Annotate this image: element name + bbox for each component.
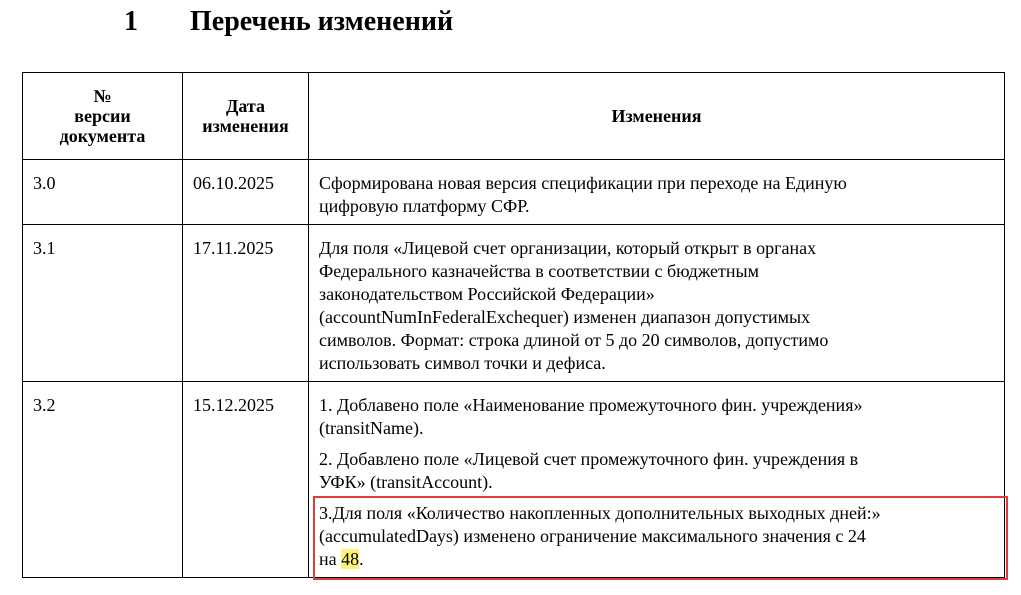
text-line: (accumulatedDays) изменено ограничение максимального значения с 24	[319, 526, 866, 546]
table-header-row	[23, 73, 1005, 160]
header-changes: Изменения	[309, 73, 1005, 160]
changes-table	[22, 72, 1005, 578]
text-line: символов. Формат: строка длиной от 5 до 20 символов, допустимо	[319, 330, 829, 350]
text-line: (transitName).	[319, 418, 424, 438]
version-cell: 3.1	[23, 225, 183, 382]
text-line: 2. Добавлено поле «Лицевой счет промежуточного фин. учреждения в	[319, 449, 859, 469]
table-row	[23, 225, 1005, 382]
changes-cell	[309, 160, 1005, 225]
date-cell: 06.10.2025	[183, 160, 309, 225]
text-line: использовать символ точки и дефиса.	[319, 353, 606, 373]
text-line: 1. Доблавено поле «Наименование промежуточного фин. учреждения»	[319, 395, 863, 415]
highlighted-value: 48	[341, 549, 360, 569]
header-version: № версии документа	[23, 73, 183, 160]
date-cell: 17.11.2025	[183, 225, 309, 382]
section-number: 1	[124, 6, 138, 37]
section-heading	[0, 6, 1021, 46]
section-title: Перечень изменений	[190, 6, 454, 37]
changes-cell	[309, 225, 1005, 382]
table-row	[23, 382, 1005, 578]
text-line: Для поля «Лицевой счет организации, который открыт в органах	[319, 238, 817, 258]
text-line: на 48.	[319, 549, 364, 569]
text-line: УФК» (transitAccount).	[319, 472, 493, 492]
change-item-2	[319, 448, 990, 494]
version-cell: 3.0	[23, 160, 183, 225]
text-line: (accountNumInFederalExchequer) изменен диапазон допустимых	[319, 307, 811, 327]
table-row	[23, 160, 1005, 225]
text-line: 3.Для поля «Количество накопленных дополнительных выходных дней:»	[319, 503, 881, 523]
version-cell: 3.2	[23, 382, 183, 578]
changes-cell	[309, 382, 1005, 578]
change-item-3	[319, 502, 990, 571]
text-line: законодательством Российской Федерации»	[319, 284, 655, 304]
text-line: цифровую платформу СФР.	[319, 196, 530, 216]
text-line: Федерального казначейства в соответствии с бюджетным	[319, 261, 759, 281]
change-item-1	[319, 394, 990, 440]
header-date: Дата изменения	[183, 73, 309, 160]
text-line: Сформирована новая версия спецификации при переходе на Единую	[319, 173, 847, 193]
date-cell: 15.12.2025	[183, 382, 309, 578]
